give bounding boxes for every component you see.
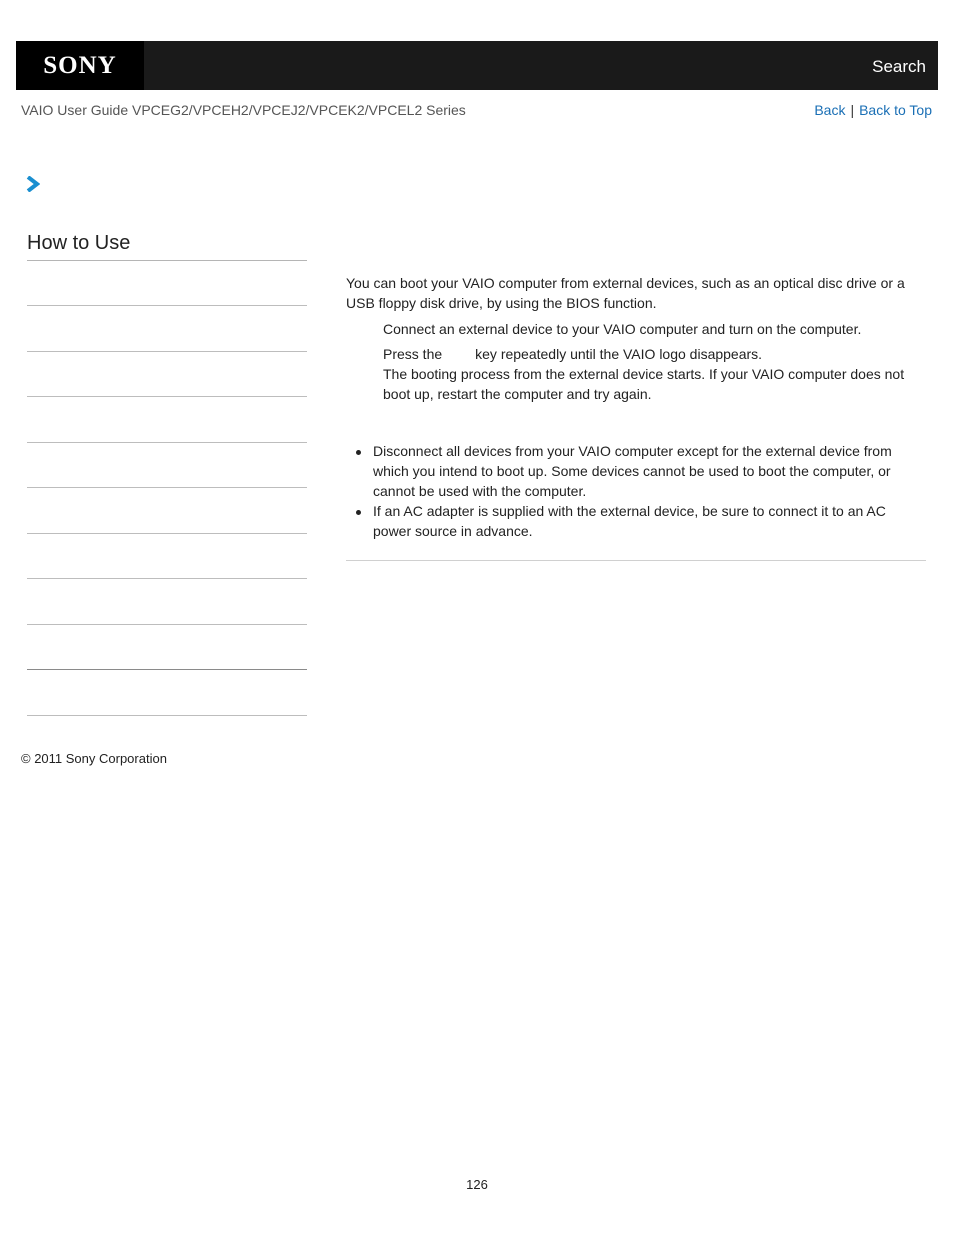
content-divider xyxy=(346,560,926,561)
chevron-right-icon xyxy=(26,176,40,197)
step-2-instruction xyxy=(383,344,923,364)
sidebar-divider xyxy=(27,533,307,534)
sidebar-divider xyxy=(27,578,307,579)
back-link[interactable]: Back xyxy=(814,102,846,118)
sidebar-divider xyxy=(27,442,307,443)
step-2-detail: The booting process from the external device starts. If your VAIO computer does not boot up, restart the computer and try again. xyxy=(383,366,905,402)
sidebar-title-divider xyxy=(27,260,307,261)
copyright-text: © 2011 Sony Corporation xyxy=(21,751,167,766)
step-1-text: Connect an external device to your VAIO computer and turn on the computer. xyxy=(383,321,862,337)
step-2 xyxy=(383,344,923,404)
search-link[interactable]: Search xyxy=(872,57,926,76)
sidebar-divider xyxy=(27,487,307,488)
step-2-before-key: Press the xyxy=(383,346,443,362)
guide-title: VAIO User Guide VPCEG2/VPCEH2/VPCEJ2/VPCEK2/VPCEL2 Series xyxy=(21,102,466,118)
sidebar-title: How to Use xyxy=(27,232,131,254)
bullet-icon xyxy=(356,450,361,455)
sony-logo-text: SONY xyxy=(43,51,117,79)
sony-logo[interactable] xyxy=(16,41,144,90)
back-to-top-link[interactable]: Back to Top xyxy=(859,102,932,118)
note-text: Disconnect all devices from your VAIO computer except for the external device from which you intend to boot up. Some devices cannot be used to boot the computer, or cannot be used with the computer. xyxy=(373,443,892,499)
chevron-right-icon-svg xyxy=(26,176,40,192)
sidebar-divider xyxy=(27,715,307,716)
intro-paragraph: You can boot your VAIO computer from external devices, such as an optical disc drive or a USB floppy disk drive, by using the BIOS function. xyxy=(346,275,905,311)
step-2-after-key: key repeatedly until the VAIO logo disappears. xyxy=(475,346,763,362)
notes-list xyxy=(355,441,915,541)
page-number: 126 xyxy=(466,1177,488,1192)
sidebar-divider xyxy=(27,396,307,397)
sidebar-divider xyxy=(27,305,307,306)
sidebar-divider xyxy=(27,624,307,625)
top-navigation xyxy=(814,102,932,118)
bullet-icon xyxy=(356,510,361,515)
list-item xyxy=(355,441,915,501)
list-item xyxy=(355,501,915,541)
sidebar-divider xyxy=(27,669,307,670)
nav-separator: | xyxy=(850,102,855,118)
note-text: If an AC adapter is supplied with the external device, be sure to connect it to an AC power source in advance. xyxy=(373,503,886,539)
sidebar-divider xyxy=(27,351,307,352)
top-header-bar xyxy=(16,41,938,90)
